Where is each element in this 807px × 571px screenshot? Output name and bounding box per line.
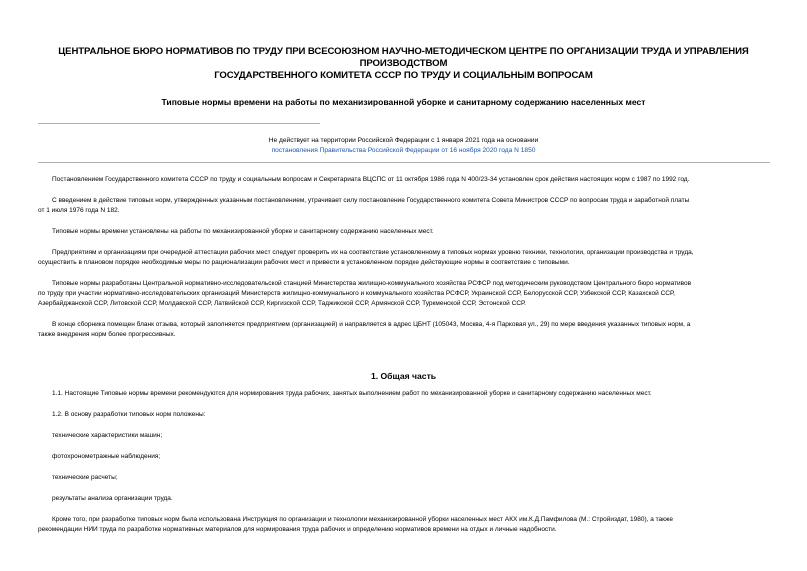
long-divider: [38, 162, 770, 163]
org-line-1: ЦЕНТРАЛЬНОЕ БЮРО НОРМАТИВОВ ПО ТРУДУ ПРИ ВСЕСОЮЗНОМ НАУЧНО-МЕТОДИЧЕСКОМ ЦЕНТРЕ ПО ОРГАНИЗАЦИИ ТРУДА И УПРАВЛЕНИЯ ПРОИЗВОДСТВОМ: [58, 46, 749, 69]
list-item: технические характеристики машин;: [52, 432, 163, 439]
paragraph: Кроме того, при разработке типовых норм была использована Инструкция по организации и технологии механизированной уборки населенных мест АКХ им.К.Д.Памфилова (М.: Стройиздат, 1980), а также рекомендации НИИ труда по разработке нормативных материалов для нормирования труда рабочих и определению нормативов времени на отдых и личные надобности.: [38, 516, 673, 533]
paragraph: Типовые нормы времени установлены на работы по механизированной уборке и санитарному содержанию населенных мест.: [52, 228, 434, 235]
paragraph: С введением в действие типовых норм, утвержденных указанным постановлением, утрачивает силу постановление Государственного комитета Совета Министров СССР по вопросам труда и заработной платы от 1 июля 1976 года N 182.: [38, 197, 690, 214]
short-divider: [38, 123, 320, 124]
list-item: результаты анализа организации труда.: [52, 495, 173, 502]
list-item: фотохронометражные наблюдения;: [52, 453, 161, 460]
paragraph: Типовые нормы разработаны Центральной нормативно-исследовательской станцией Министерства жилищно-коммунального хозяйства РСФСР под методическим руководством Центрального бюро нормативов по труду при участии нормативно-исследовательских организаций Министерств жилищно-коммунального и коммунального хозяйства РСФСР, Украинской ССР, Белорусской ССР, Узбекской ССР, Казахской ССР, Азербайджанской ССР, Литовской ССР, Молдавской ССР, Латвийской ССР, Киргизской ССР, Таджикской ССР, Армянской ССР, Туркменской ССР, Эстонской ССР.: [38, 280, 692, 307]
paragraph: В конце сборника помещен бланк отзыва, который заполняется предприятием (организацией) и направляется в адрес ЦБНТ (105043, Москва, 4-я Парковая ул., 29) по мере введения указанных типовых норм, а также внедрения норм более прогрессивных.: [38, 321, 691, 338]
section-heading: 1. Общая часть: [370, 371, 437, 381]
paragraph: Предприятиям и организациям при очередной аттестации рабочих мест следует проверить их на соответствие установленному в типовых нормах уровню техники, технологии, организации производства и труда, осуществить в плановом порядке необходимые меры по рационализации рабочих мест и привести в установленном порядке действующие нормы в соответствие с типовыми.: [38, 249, 694, 266]
status-notice: [20, 136, 787, 156]
status-link[interactable]: постановления Правительства Российской Федерации от 16 ноября 2020 года N 1850: [271, 147, 536, 154]
document-header-organization: [20, 46, 787, 82]
org-line-2: ГОСУДАРСТВЕННОГО КОМИТЕТА СССР ПО ТРУДУ И СОЦИАЛЬНЫМ ВОПРОСАМ: [214, 70, 593, 81]
list-item: технические расчеты;: [52, 474, 118, 481]
paragraph: 1.1. Настоящие Типовые нормы времени рекомендуются для нормирования труда рабочих, занятых выполнением работ по механизированной уборке и санитарному содержанию населенных мест.: [52, 390, 652, 397]
document-title: Типовые нормы времени на работы по механизированной уборке и санитарному содержанию населенных мест: [161, 97, 646, 107]
status-text: Не действует на территории Российской Федерации с 1 января 2021 года на основании: [268, 137, 539, 144]
paragraph: 1.2. В основу разработки типовых норм положены:: [52, 411, 206, 418]
paragraph: Постановлением Государственного комитета СССР по труду и социальным вопросам и Секретариата ВЦСПС от 11 октября 1986 года N 400/23-34 установлен срок действия настоящих норм с 1987 по 1992 год.: [52, 176, 690, 183]
